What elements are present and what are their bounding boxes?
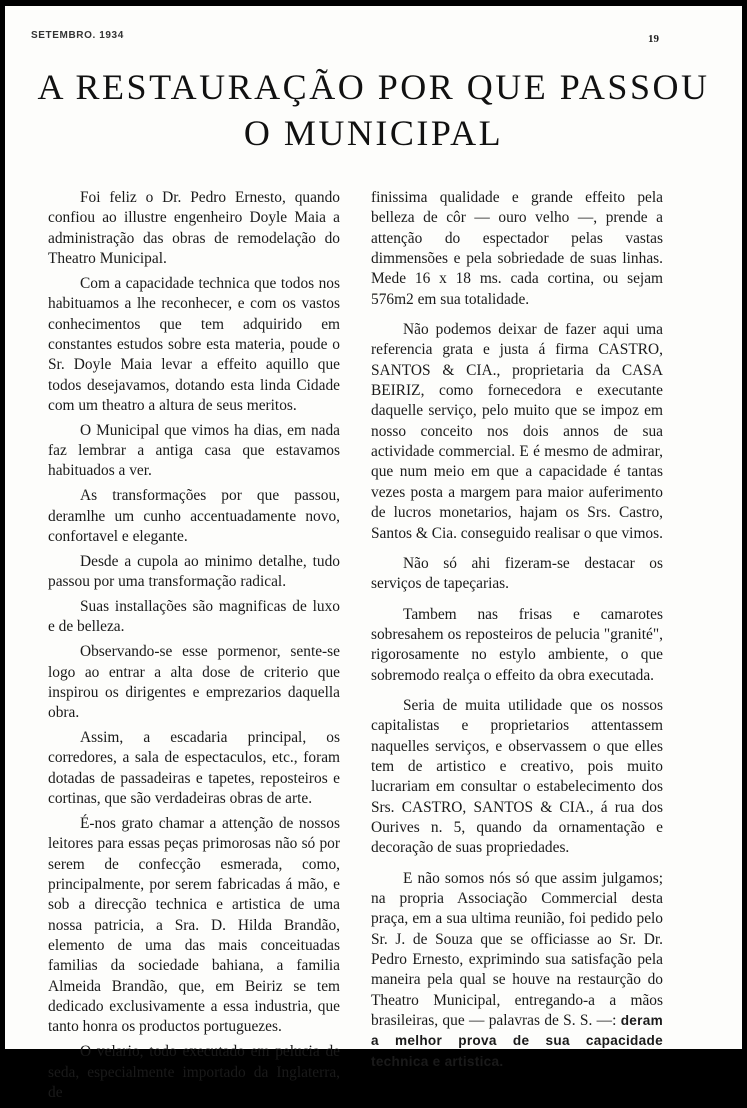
paragraph [371, 869, 663, 1072]
article-title [5, 64, 742, 156]
paragraph: As transformações por que passou, deramlhe um cunho accentuadamente novo, confortavel e elegante. [48, 487, 340, 545]
closing-text: E não somos nós só que assim julgamos; na propria Associação Commercial desta praça, em a sua ultima reunião, foi pedido pelo Sr. J. de Souza que se officiasse ao Sr. Dr. Pedro Ernesto, exprimindo sua satisfação pela maneira pela qual se houve na restaurção do Theatro Municipal, entregando-a a mãos brasileiras, que — palavras de S. S. —: [371, 869, 663, 1030]
left-column [48, 188, 340, 1108]
paragraph: finissima qualidade e grande effeito pela belleza de côr — ouro velho —, prende a attenção do espectador pelas vastas dimmensões e pela sobriedade de suas linhas. Mede 16 x 18 ms. cada cortina, ou sejam 576m2 em sua totalidade. [371, 189, 663, 308]
paragraph: Foi feliz o Dr. Pedro Ernesto, quando confiou ao illustre engenheiro Doyle Maia a administração das obras de remodelação do Theatro Municipal. [48, 189, 340, 268]
paragraph: Não só ahi fizeram-se destacar os serviços de tapeçarias. [371, 554, 663, 593]
paragraph: Assim, a escadaria principal, os corredores, a sala de espectaculos, etc., foram dotadas de passadeiras e tapetes, reposteiros e cortinas, que são verdadeiras obras de arte. [48, 729, 340, 808]
issue-date: SETEMBRO. 1934 [31, 30, 124, 41]
paragraph: O Municipal que vimos ha dias, em nada faz lembrar a antiga casa que estavamos habituados a ver. [48, 421, 340, 480]
magazine-page [5, 6, 742, 1101]
title-line-2: O MUNICIPAL [243, 113, 504, 153]
paragraph: Suas installações são magnificas de luxo e de belleza. [48, 598, 340, 636]
closing-emphasis: deram a melhor prova de sua capacidade technica e artistica. [371, 1013, 663, 1069]
paragraph: Tambem nas frisas e camarotes sobresahem os reposteiros de pelucia "granité", rigorosamente no estylo ambiente, o que sobremodo realça o effeito da obra executada. [371, 605, 663, 684]
paragraph: Não podemos deixar de fazer aqui uma referencia grata e justa á firma CASTRO, SANTOS & CIA., proprietaria da CASA BEIRIZ, como fornecedora e executante daquelle serviço, pelo muito que se impoz em nosso conceito nos dois annos de sua actividade commercial. E é mesmo de admirar, que num meio em que a capacidade é tantas vezes posta a margem para maior auferimento de lucros monetarios, hajam os Srs. Castro, Santos & Cia. conseguido realisar o que vimos. [371, 321, 663, 542]
page-number: 19 [648, 33, 659, 45]
paragraph: Observando-se esse pormenor, sente-se logo ao entrar a alta dose de criterio que inspirou os dirigentes e emprezarios daquella obra. [48, 643, 340, 722]
paragraph: Com a capacidade technica que todos nos habituamos a lhe reconhecer, e com os vastos conhecimentos que tem adquirido em constantes estudos sobre esta materia, poude o Sr. Doyle Maia levar a effeito aquillo que todos desejavamos, dotando esta linda Cidade com um theatro a altura de seus meritos. [48, 274, 340, 414]
paragraph: O velario, todo executado em pelucia de seda, especialmente importado da Inglaterra, de [48, 1043, 340, 1101]
paragraph: Desde a cupola ao minimo detalhe, tudo passou por uma transformação radical. [48, 552, 340, 591]
paragraph: Seria de muita utilidade que os nossos capitalistas e proprietarios attentassem naquelles serviços, e observassem o que elles tem de artistico e creativo, pois muito lucrariam em consultar o estabelecimento dos Srs. CASTRO, SANTOS & CIA., á rua dos Ourives n. 5, quando da ornamentação e decoração de suas propriedades. [371, 696, 663, 857]
paragraph: É-nos grato chamar a attenção de nossos leitores para essas peças primorosas não só por serem de confecção esmerada, como, principalmente, por serem fabricadas á mão, e sob a direcção technica e artistica de uma nossa patricia, a Sra. D. Hilda Brandão, elemento de uma das mais conceituadas familias da sociedade bahiana, a familia Almeida Brandão, que, em Beiriz se tem dedicado exclusivamente a essa industria, que tanto honra os productos portuguezes. [48, 814, 340, 1036]
right-column [371, 188, 663, 1082]
title-line-1: A RESTAURAÇÃO POR QUE PASSOU [37, 67, 710, 107]
